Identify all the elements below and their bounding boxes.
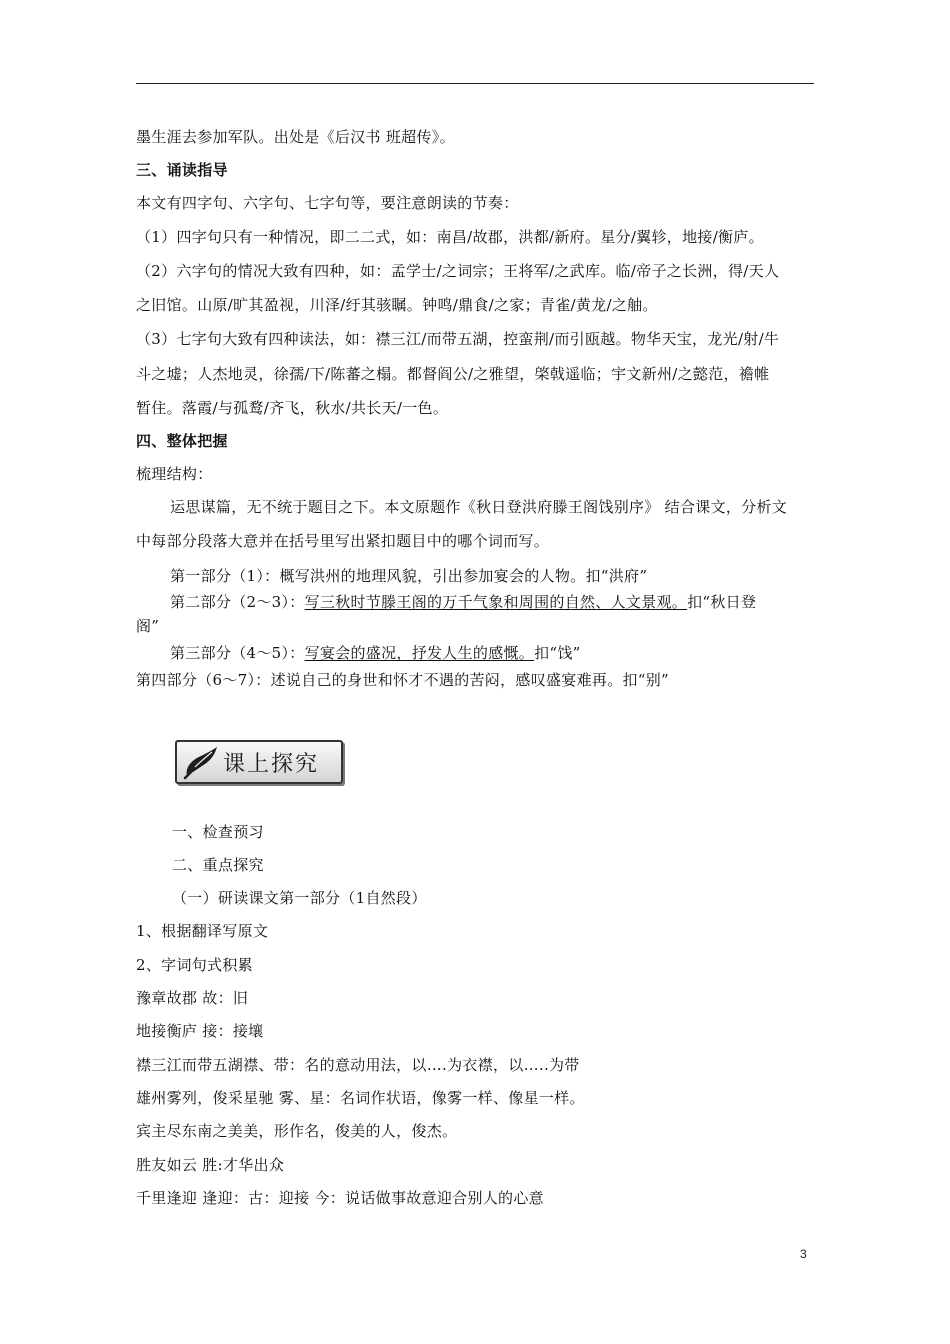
paragraph-line: （1）四字句只有一种情况，即二二式，如：南昌/故郡，洪都/新府。星分/翼轸，地接/衡庐。: [136, 228, 764, 246]
page-number: 3: [800, 1247, 807, 1261]
paragraph-line: 胜友如云 胜:才华出众: [136, 1156, 285, 1174]
structure-part-one: 第一部分（1）：概写洪州的地理风貌，引出参加宴会的人物。扣“洪府”: [170, 567, 648, 585]
paragraph-line: 地接衡庐 接：接壤: [136, 1022, 264, 1040]
paragraph-line: （3）七字句大致有四种读法，如：襟三江/而带五湖，控蛮荆/而引瓯越。物华天宝，龙光/射/牛: [136, 330, 780, 348]
brush-icon: [177, 742, 223, 782]
section-heading-overall-grasp: 四、整体把握: [136, 432, 228, 450]
paragraph-line: 墨生涯去参加军队。出处是《后汉书 班超传》。: [136, 128, 455, 146]
part-keyword: 扣“饯”: [534, 644, 581, 662]
class-exploration-banner: [175, 740, 343, 784]
paragraph-line: 1、根据翻译写原文: [136, 922, 269, 940]
structure-part-two: [170, 592, 756, 612]
paragraph-line: 阁”: [136, 617, 160, 635]
paragraph-line: （一）研读课文第一部分（1自然段）: [172, 889, 427, 907]
structure-part-four: 第四部分（6～7）：述说自己的身世和怀才不遇的苦闷，感叹盛宴难再。扣“别”: [136, 671, 670, 689]
paragraph-line: 一、检查预习: [172, 823, 264, 841]
paragraph-line: 千里逢迎 逢迎：古：迎接 今：说话做事故意迎合别人的心意: [136, 1189, 544, 1207]
header-rule: [136, 83, 814, 84]
paragraph-line: 运思谋篇，无不统于题目之下。本文原题作《秋日登洪府滕王阁饯别序》 结合课文，分析文: [170, 498, 788, 516]
paragraph-line: 之旧馆。山原/旷其盈视，川泽/纡其骇瞩。钟鸣/鼎食/之家；青雀/黄龙/之舳。: [136, 296, 658, 314]
paragraph-line: 雄州雾列，俊采星驰 雾、星：名词作状语，像雾一样、像星一样。: [136, 1089, 585, 1107]
part-keyword: 扣“秋日登: [687, 593, 757, 611]
paragraph-line: 暂住。落霞/与孤鹜/齐飞，秋水/共长天/一色。: [136, 399, 449, 417]
paragraph-line: （2）六字句的情况大致有四种，如：孟学士/之词宗；王将军/之武库。临/帝子之长洲，得/天人: [136, 262, 780, 280]
structure-part-three: [170, 643, 581, 663]
underlined-answer: 写宴会的盛况，抒发人生的感慨。: [304, 644, 535, 662]
paragraph-line: 梳理结构：: [136, 465, 213, 483]
banner-label: 课上探究: [223, 751, 320, 777]
paragraph-line: 二、重点探究: [172, 856, 264, 874]
paragraph-line: 豫章故郡 故：旧: [136, 989, 249, 1007]
part-label: 第三部分（4～5）：: [170, 644, 305, 662]
part-label: 第二部分（2～3）：: [170, 593, 305, 611]
paragraph-line: 襟三江而带五湖襟、带：名的意动用法，以….为衣襟，以…..为带: [136, 1056, 580, 1074]
paragraph-line: 2、字词句式积累: [136, 956, 253, 974]
underlined-answer: 写三秋时节滕王阁的万千气象和周围的自然、人文景观。: [304, 593, 688, 611]
paragraph-line: 宾主尽东南之美美，形作名，俊美的人，俊杰。: [136, 1122, 458, 1140]
paragraph-line: 本文有四字句、六字句、七字句等，要注意朗读的节奏：: [136, 194, 519, 212]
section-heading-reading-guide: 三、诵读指导: [136, 161, 228, 179]
paragraph-line: 斗之墟；人杰地灵，徐孺/下/陈蕃之榻。都督阎公/之雅望，棨戟遥临；宇文新州/之懿范，襜帷: [136, 365, 770, 383]
paragraph-line: 中每部分段落大意并在括号里写出紧扣题目中的哪个词而写。: [136, 532, 550, 550]
